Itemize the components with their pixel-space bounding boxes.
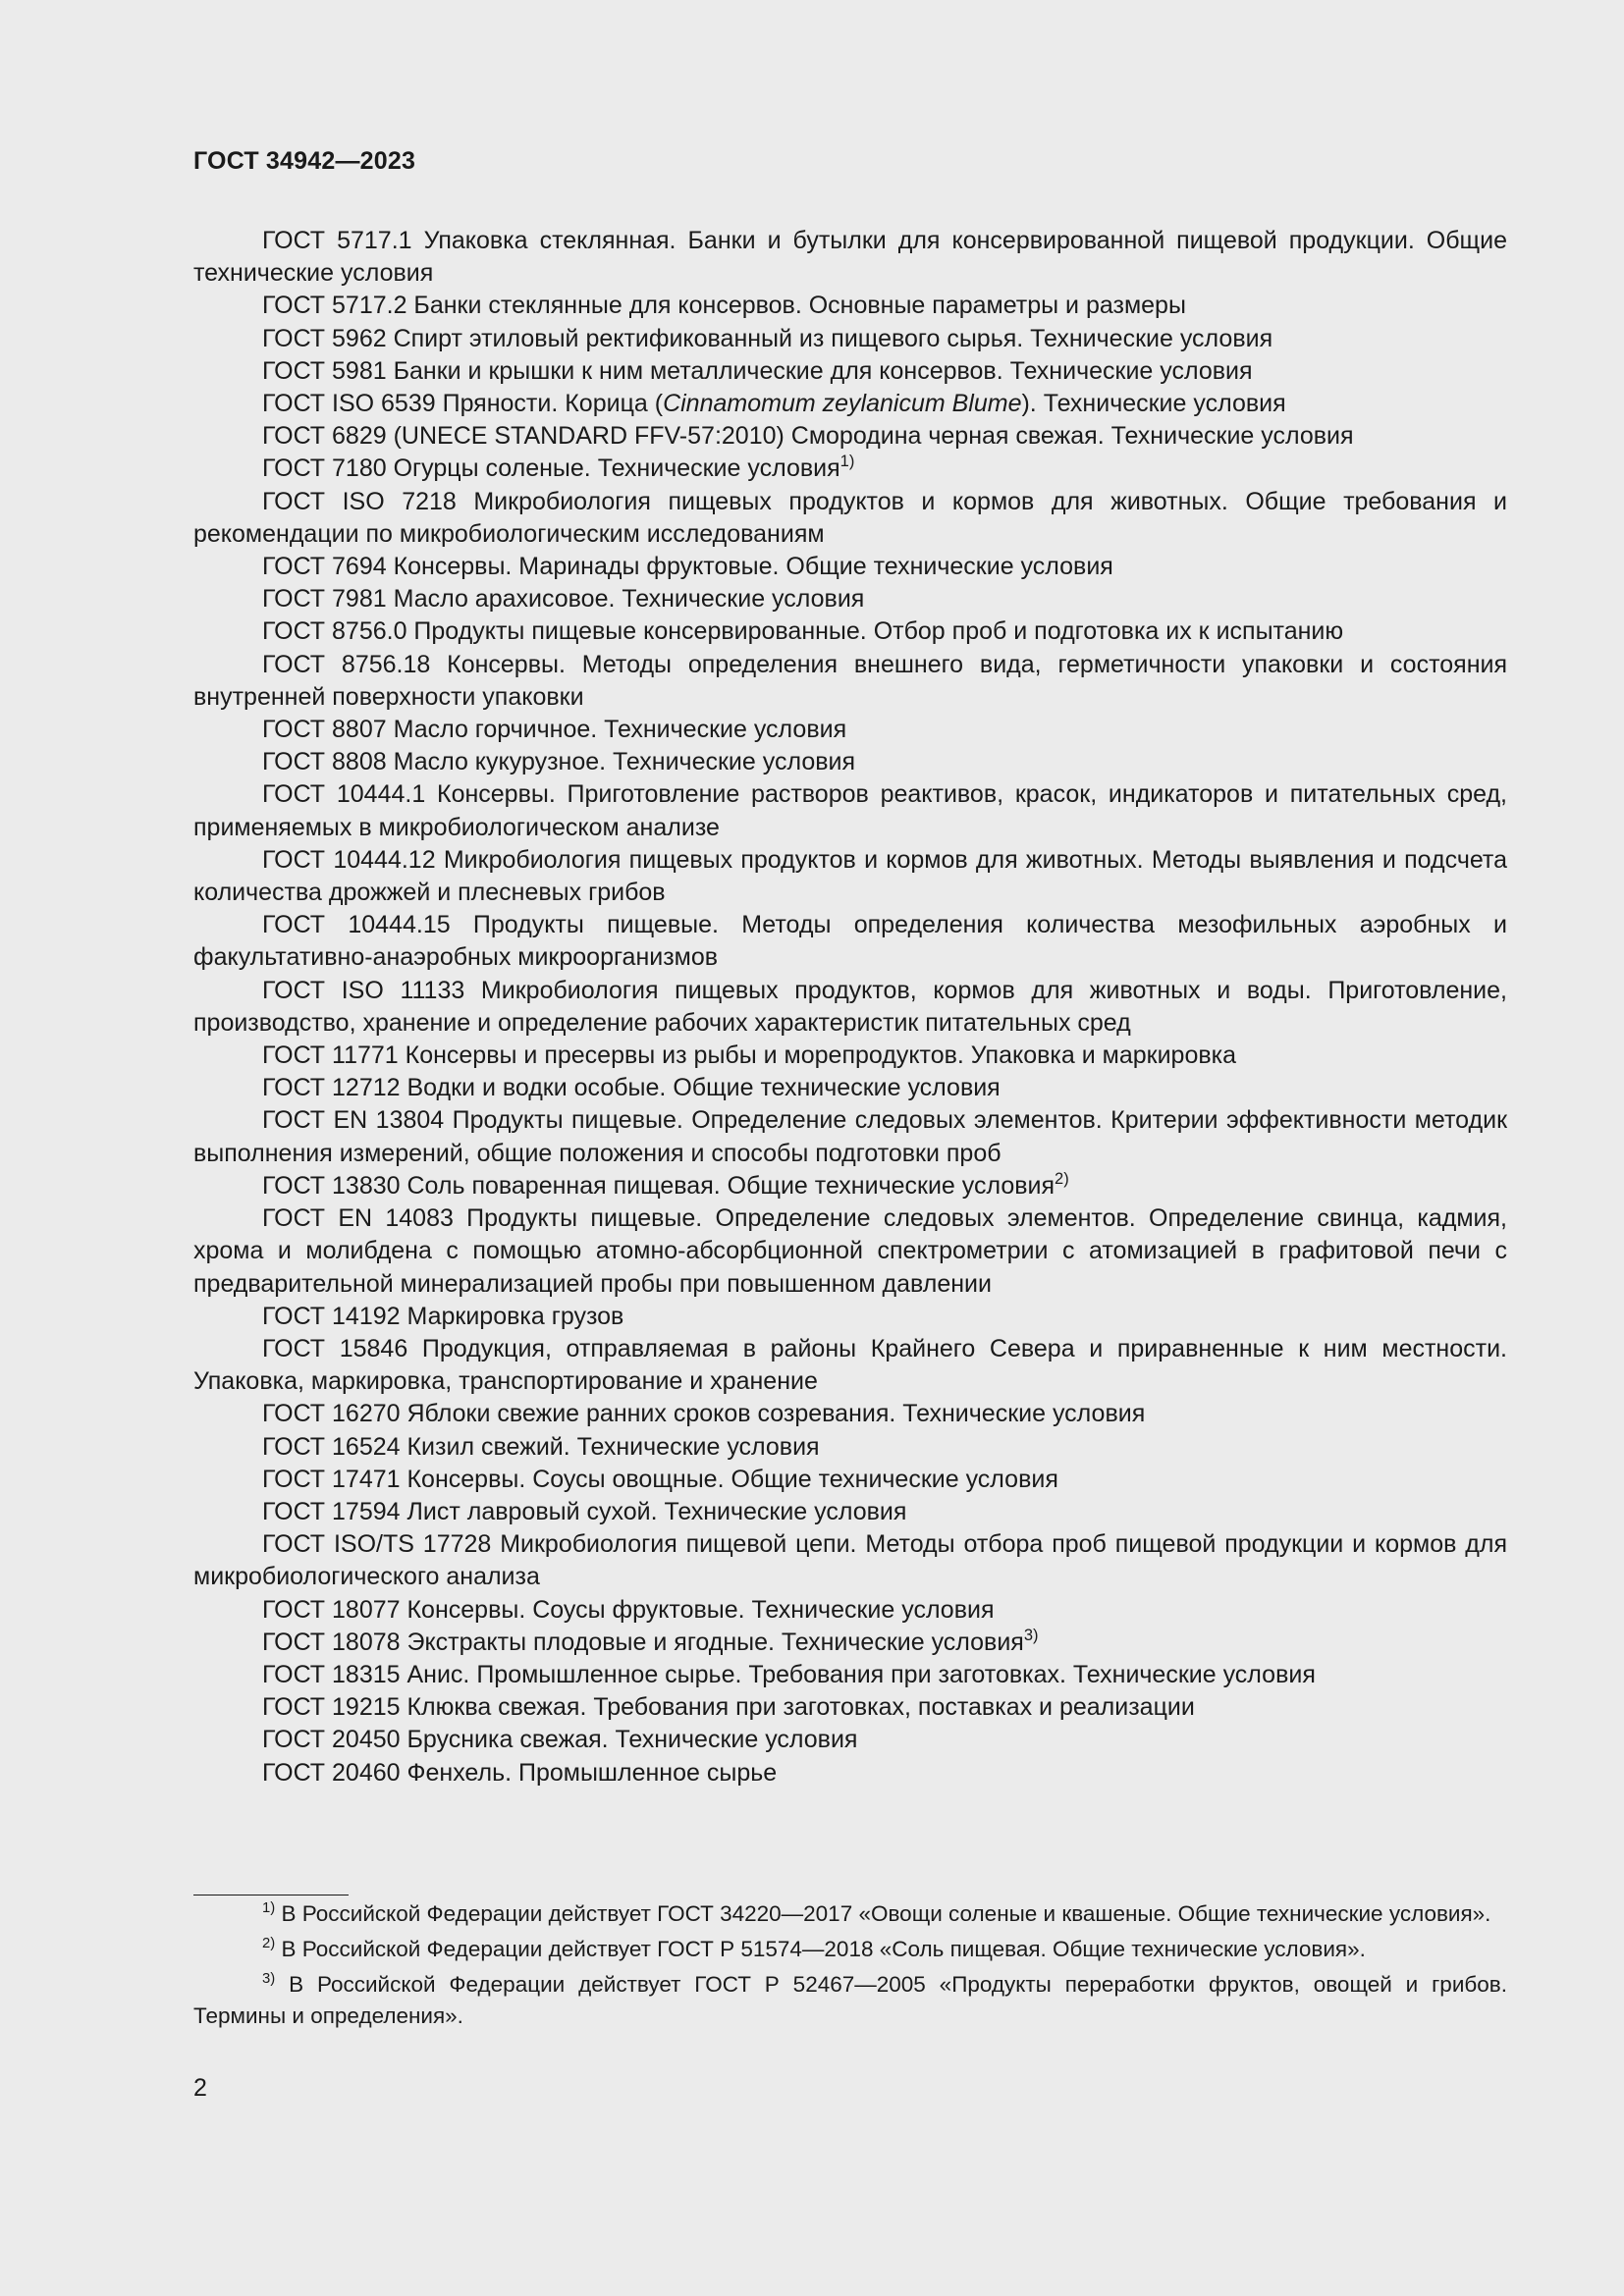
reference-item: ГОСТ 15846 Продукция, отправляемая в районы Крайнего Севера и приравненные к ним местности. Упаковка, маркировка, транспортирование и хранение bbox=[193, 1334, 1507, 1396]
footnote-marker: 1) bbox=[839, 453, 855, 471]
reference-item: ГОСТ 19215 Клюква свежая. Требования при заготовках, поставках и реализации bbox=[262, 1693, 1195, 1722]
reference-item: ГОСТ 11771 Консервы и пресервы из рыбы и морепродуктов. Упаковка и маркировка bbox=[262, 1041, 1237, 1070]
reference-item: ГОСТ 7694 Консервы. Маринады фруктовые. Общие технические условия bbox=[262, 553, 1113, 581]
normative-references-list bbox=[193, 225, 1507, 1789]
footnotes bbox=[193, 1898, 1507, 2036]
reference-item: ГОСТ 17471 Консервы. Соусы овощные. Общие технические условия bbox=[262, 1465, 1058, 1493]
footnote-mark: 1) bbox=[262, 1899, 276, 1916]
footnote: $^{3)}$ В Российской Федерации действует ГОСТ Р 52467—2005 «Продукты переработки фруктов, овощей и грибов. Термины и определения». bbox=[193, 1970, 1507, 2028]
document-header: ГОСТ 34942—2023 bbox=[193, 147, 416, 175]
reference-item: ГОСТ EN 14083 Продукты пищевые. Определение следовых элементов. Определение свинца, кадмия, хрома и молибдена с помощью атомно-абсорбционной спектрометрии с атомизацией в графитовой печи с предварительной минерализацией пробы при повышенном давлении bbox=[193, 1204, 1507, 1298]
footnote-mark: 2) bbox=[262, 1935, 276, 1951]
reference-item: ГОСТ 18077 Консервы. Соусы фруктовые. Технические условия bbox=[262, 1595, 995, 1624]
reference-item: ГОСТ 20450 Брусника свежая. Технические условия bbox=[262, 1726, 858, 1754]
footnote: $^{2)}$ В Российской Федерации действует ГОСТ Р 51574—2018 «Соль пищевая. Общие технические условия». bbox=[262, 1935, 1366, 1961]
reference-item: ГОСТ 8756.18 Консервы. Методы определения внешнего вида, герметичности упаковки и состояния внутренней поверхности упаковки bbox=[193, 650, 1507, 711]
footnote-marker: 2) bbox=[1055, 1169, 1069, 1188]
reference-item: ГОСТ 5962 Спирт этиловый ректификованный из пищевого сырья. Технические условия bbox=[262, 324, 1273, 352]
reference-item: ГОСТ ISO 7218 Микробиология пищевых продуктов и кормов для животных. Общие требования и рекомендации по микробиологическим исследованиям bbox=[193, 487, 1507, 548]
reference-item: ГОСТ 8756.0 Продукты пищевые консервированные. Отбор проб и подготовка их к испытанию bbox=[262, 617, 1344, 646]
reference-item: ГОСТ 7981 Масло арахисовое. Технические условия bbox=[262, 585, 865, 614]
reference-item: ГОСТ 7180 Огурцы соленые. Технические условия$^{1)}$ bbox=[262, 453, 855, 483]
reference-item: ГОСТ 12712 Водки и водки особые. Общие технические условия bbox=[262, 1074, 1001, 1102]
reference-item: ГОСТ 10444.15 Продукты пищевые. Методы определения количества мезофильных аэробных и факультативно-анаэробных микроорганизмов bbox=[193, 911, 1507, 972]
reference-item: ГОСТ 20460 Фенхель. Промышленное сырье bbox=[262, 1758, 778, 1787]
footnote-separator bbox=[193, 1895, 349, 1896]
reference-item: ГОСТ 8808 Масло кукурузное. Технические условия bbox=[262, 748, 856, 776]
reference-item: ГОСТ 10444.12 Микробиология пищевых продуктов и кормов для животных. Методы выявления и подсчета количества дрожжей и плесневых грибов bbox=[193, 845, 1507, 907]
reference-item: ГОСТ EN 13804 Продукты пищевые. Определение следовых элементов. Критерии эффективности методик выполнения измерений, общие положения и способы подготовки проб bbox=[193, 1106, 1507, 1167]
reference-item: ГОСТ 5717.2 Банки стеклянные для консервов. Основные параметры и размеры bbox=[262, 292, 1186, 320]
reference-item: ГОСТ ISO 11133 Микробиология пищевых продуктов, кормов для животных и воды. Приготовление, производство, хранение и определение рабочих характеристик питательных сред bbox=[193, 976, 1507, 1037]
page-number: 2 bbox=[193, 2074, 207, 2102]
reference-item: ГОСТ 5717.1 Упаковка стеклянная. Банки и бутылки для консервированной пищевой продукции. Общие технические условия bbox=[193, 227, 1507, 288]
footnote-mark: 3) bbox=[262, 1970, 276, 1987]
reference-item: ГОСТ 13830 Соль поваренная пищевая. Общие технические условия$^{2)}$ bbox=[262, 1169, 1069, 1200]
reference-item: ГОСТ 10444.1 Консервы. Приготовление растворов реактивов, красок, индикаторов и питательных сред, применяемых в микробиологическом анализе bbox=[193, 780, 1507, 841]
footnote-marker: 3) bbox=[1023, 1626, 1039, 1644]
reference-item: ГОСТ 18078 Экстракты плодовые и ягодные. Технические условия$^{3)}$ bbox=[262, 1626, 1039, 1656]
reference-item: ГОСТ ISO 6539 Пряности. Корица (Cinnamomum zeylanicum Blume). Технические условия bbox=[262, 390, 1286, 418]
reference-item: ГОСТ 18315 Анис. Промышленное сырье. Требования при заготовках. Технические условия bbox=[262, 1660, 1316, 1688]
reference-item: ГОСТ 8807 Масло горчичное. Технические условия bbox=[262, 716, 847, 744]
reference-item: ГОСТ 16270 Яблоки свежие ранних сроков созревания. Технические условия bbox=[262, 1400, 1146, 1428]
reference-item: ГОСТ ISO/TS 17728 Микробиология пищевой цепи. Методы отбора проб пищевой продукции и кормов для микробиологического анализа bbox=[193, 1530, 1507, 1591]
reference-item: ГОСТ 14192 Маркировка грузов bbox=[262, 1302, 624, 1330]
reference-item: ГОСТ 17594 Лист лавровый сухой. Технические условия bbox=[262, 1497, 907, 1525]
reference-item: ГОСТ 16524 Кизил свежий. Технические условия bbox=[262, 1432, 820, 1461]
reference-item: ГОСТ 6829 (UNECE STANDARD FFV-57:2010) Смородина черная свежая. Технические условия bbox=[262, 422, 1354, 451]
reference-item: ГОСТ 5981 Банки и крышки к ним металлические для консервов. Технические условия bbox=[262, 356, 1253, 385]
latin-species-name: Cinnamomum zeylanicum Blume bbox=[663, 390, 1022, 418]
footnote: $^{1)}$ В Российской Федерации действует ГОСТ 34220—2017 «Овощи соленые и квашеные. Общие технические условия». bbox=[262, 1899, 1491, 1926]
